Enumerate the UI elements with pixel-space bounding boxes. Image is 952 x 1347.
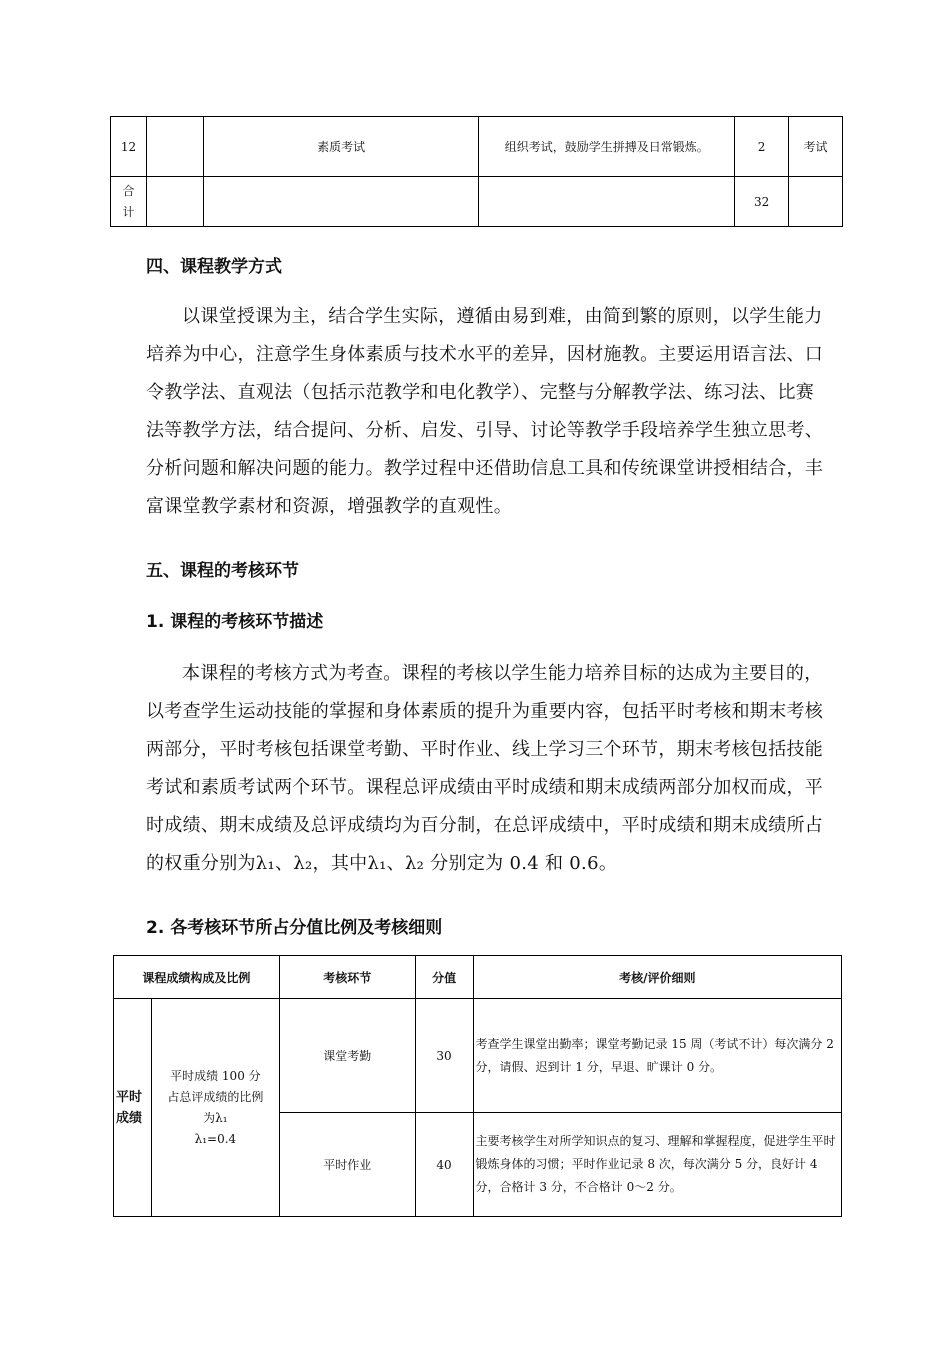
subsection-heading: 1. 课程的考核环节描述 [146,612,324,632]
content-cell: 素质考试 [203,117,479,177]
total-label-line: 合 [122,183,135,198]
form-cell [789,177,843,227]
group-label-line: 平时 [116,1089,143,1105]
total-label-line: 计 [122,204,135,219]
ratio-cell [151,999,279,1217]
group-label [114,999,152,1217]
body-paragraph: 本课程的考核方式为考查。课程的考核以学生能力培养目标的达成为主要目的，以考查学生运动技能的掌握和身体素质的提升为重要内容，包括平时考核和期末考核两部分，平时考核包括课堂考勤、平时作业、线上学习三个环节，期末考核包括技能考试和素质考试两个环节。课程总评成绩由平时成绩和期末成绩两部分加权而成，平时成绩、期末成绩及总评成绩均为百分制，在总评成绩中，平时成绩和期末成绩所占的权重分别为λ₁、λ₂，其中λ₁、λ₂ 分别定为 0.4 和 0.6。 [146,663,824,874]
table-row [114,999,842,1113]
method-cell [479,177,735,227]
schedule-table [110,116,843,227]
ratio-line: λ₁=0.4 [194,1131,237,1146]
content-cell [203,177,479,227]
item-rule: 主要考核学生对所学知识点的复习、理解和掌握程度，促进学生平时锻炼身体的习惯；平时作业记录 8 次，每次满分 5 分，良好计 4 分，合格计 3 分，不合格计 0～2 分。 [473,1113,841,1217]
table-header-row [114,956,842,999]
hours-cell: 2 [735,117,789,177]
table-row [111,177,843,227]
row-number: 12 [111,117,147,177]
ratio-line: 为λ₁ [203,1110,228,1125]
column-header: 分值 [415,956,473,999]
assessment-table [113,955,842,1217]
group-label-line: 成绩 [116,1110,143,1126]
total-label [111,177,147,227]
item-name: 平时作业 [279,1113,415,1217]
form-cell: 考试 [789,117,843,177]
section-heading: 五、课程的考核环节 [146,561,299,581]
blank-cell [146,117,203,177]
total-hours-cell: 32 [735,177,789,227]
column-header: 考核/评价细则 [473,956,841,999]
item-name: 课堂考勤 [279,999,415,1113]
subsection-heading: 2. 各考核环节所占分值比例及考核细则 [146,918,443,938]
body-paragraph: 以课堂授课为主，结合学生实际，遵循由易到难，由简到繁的原则，以学生能力培养为中心，注意学生身体素质与技术水平的差异，因材施教。主要运用语言法、口令教学法、直观法（包括示范教学和电化教学）、完整与分解教学法、练习法、比赛法等教学方法，结合提问、分析、启发、引导、讨论等教学手段培养学生独立思考、分析问题和解决问题的能力。教学过程中还借助信息工具和传统课堂讲授相结合，丰富课堂教学素材和资源，增强教学的直观性。 [146,306,824,517]
ratio-line: 平时成绩 100 分 [170,1068,261,1083]
table-row [111,117,843,177]
section-heading: 四、课程教学方式 [146,257,282,277]
method-cell: 组织考试，鼓励学生拼搏及日常锻炼。 [479,117,735,177]
item-score: 40 [415,1113,473,1217]
item-rule: 考查学生课堂出勤率；课堂考勤记录 15 周（考试不计）每次满分 2 分，请假、迟到计 1 分，早退、旷课计 0 分。 [473,999,841,1113]
item-score: 30 [415,999,473,1113]
column-header: 考核环节 [279,956,415,999]
blank-cell [146,177,203,227]
column-header: 课程成绩构成及比例 [114,956,280,999]
ratio-line: 占总评成绩的比例 [167,1089,264,1104]
